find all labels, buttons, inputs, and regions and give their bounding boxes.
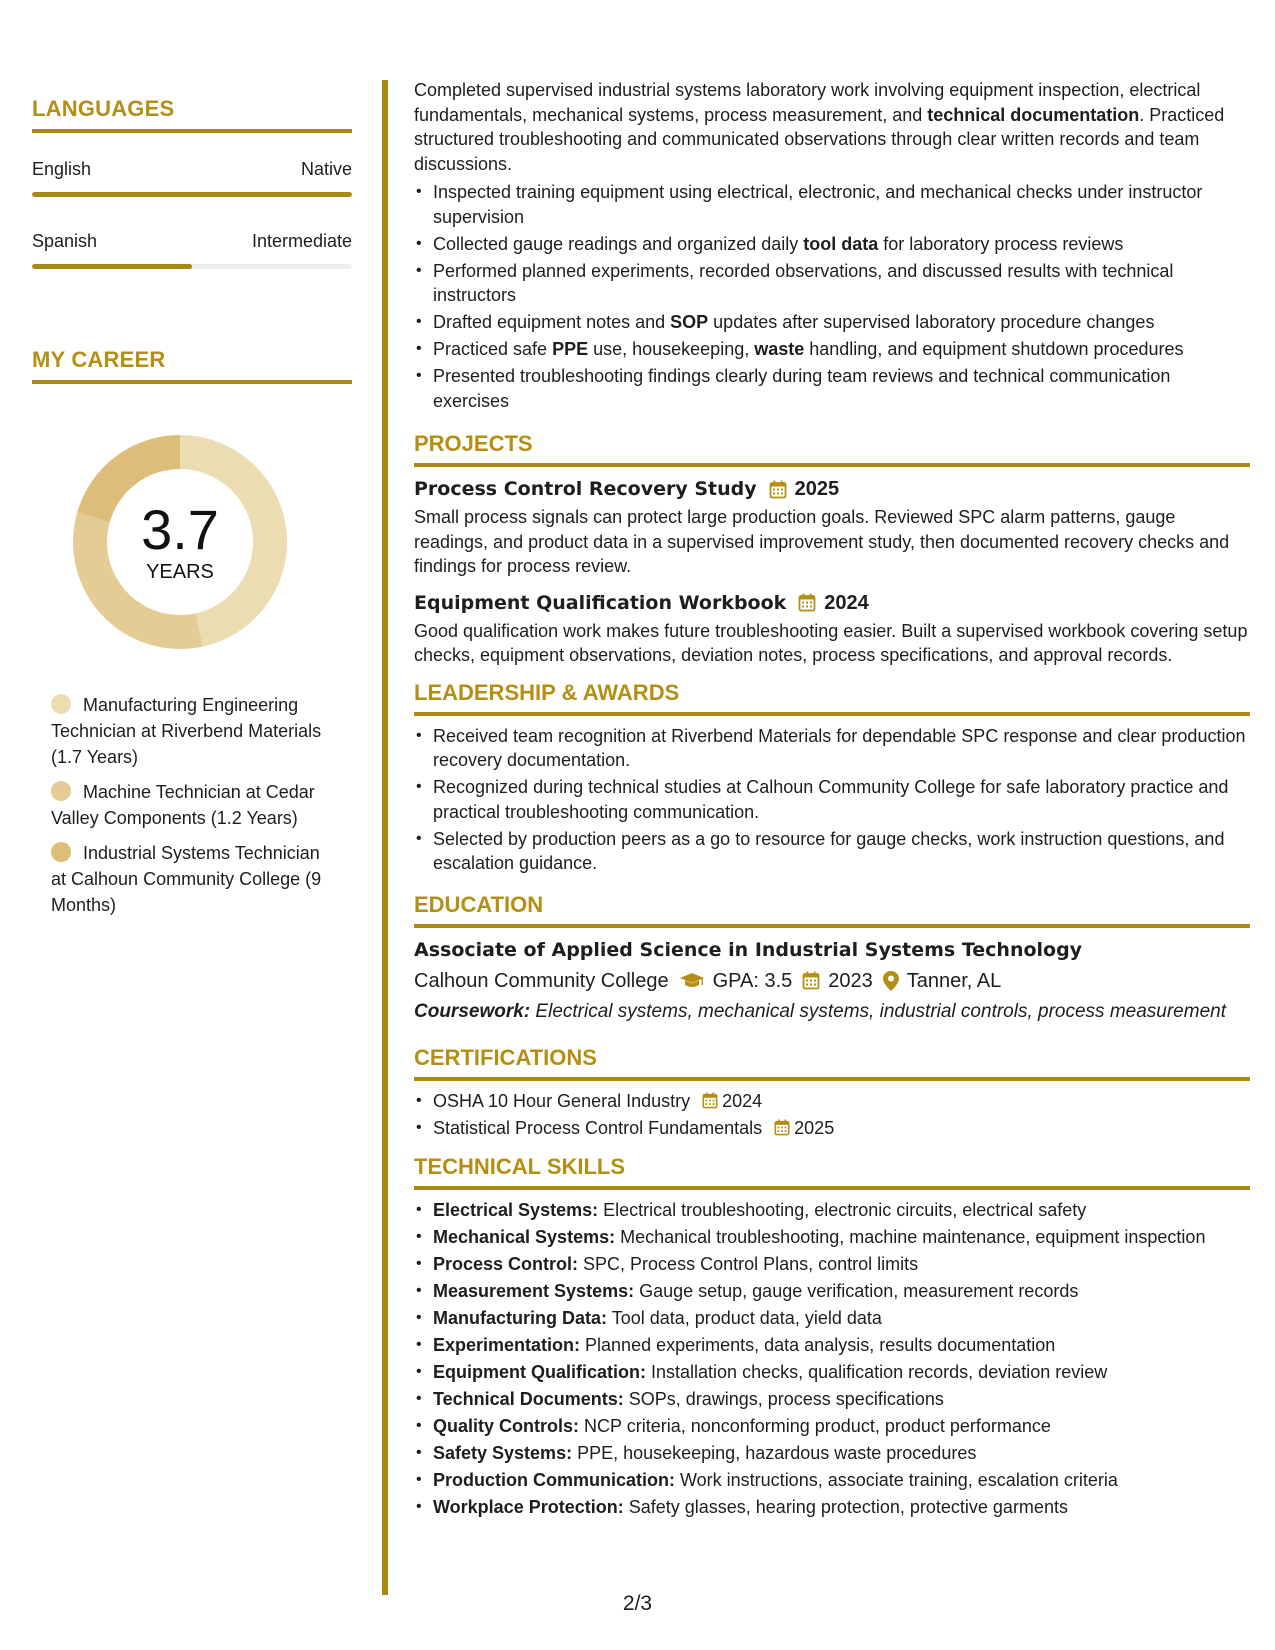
skill-label: Manufacturing Data: [433, 1308, 608, 1328]
list-item [414, 1279, 1250, 1304]
language-bar [32, 192, 352, 197]
skill-value: Gauge setup, gauge verification, measurement records [634, 1281, 1079, 1301]
sidebar [32, 96, 352, 927]
career-heading: MY CAREER [32, 347, 166, 372]
calendar-icon [774, 1119, 790, 1136]
legend-item [51, 692, 332, 770]
bullet-text: Drafted equipment notes and [433, 312, 671, 332]
bullet-text: handling, and equipment shutdown procedures [804, 339, 1184, 359]
intro-text: Completed supervised industrial systems laboratory work involving equipment inspection, electrical fundamentals, mechanical systems, process measurement, and [414, 80, 1201, 125]
bullet-text: Performed planned experiments, recorded observations, and discussed results with technical instructors [433, 260, 1174, 305]
list-item [414, 310, 1250, 335]
coursework [414, 1000, 1250, 1023]
legend-dot [51, 694, 71, 714]
skill-label: Measurement Systems: [433, 1281, 635, 1301]
career-donut-chart [66, 428, 294, 656]
bullet-text: Practiced safe [433, 339, 553, 359]
language-name: Spanish [32, 231, 98, 251]
intro-bullets [414, 180, 1250, 413]
list-item [414, 1252, 1250, 1277]
legend-label: Machine Technician at Cedar Valley Components (1.2 Years) [51, 782, 315, 828]
language-row [32, 159, 352, 180]
skill-label: Workplace Protection: [433, 1497, 624, 1517]
skill-value: Tool data, product data, yield data [607, 1308, 882, 1328]
calendar-icon [702, 1092, 718, 1109]
list-item [414, 259, 1250, 308]
skill-value: Work instructions, associate training, escalation criteria [675, 1470, 1118, 1490]
list-item [414, 1198, 1250, 1223]
graduation-year: 2023 [828, 969, 873, 992]
career-years-unit: YEARS [146, 560, 214, 583]
bullet-text: for laboratory process reviews [878, 233, 1124, 254]
donut-center [66, 428, 294, 656]
coursework-label: Coursework: [414, 1000, 531, 1022]
projects-rule [414, 463, 1250, 467]
skill-label: Process Control: [433, 1254, 579, 1274]
list-item [414, 1468, 1250, 1493]
page-number: 2/3 [622, 1592, 653, 1615]
language-level: Native [300, 159, 352, 179]
project-name: Equipment Qualification Workbook [414, 591, 787, 614]
degree-title: Associate of Applied Science in Industrial Systems Technology [414, 938, 1083, 961]
graduation-cap-icon [679, 972, 705, 990]
legend-item [51, 840, 332, 918]
leadership-list [414, 724, 1250, 876]
location-pin-icon [883, 971, 899, 991]
list-item [414, 1360, 1250, 1385]
bullet-text: updates after supervised laboratory procedure changes [708, 312, 1155, 332]
list-item: • Recognized during technical studies at Calhoun Community College for safe laboratory practice and practical troubleshooting communication. [414, 775, 1250, 824]
skill-label: Production Communication: [433, 1470, 675, 1490]
calendar-icon [802, 971, 820, 990]
project-name: Process Control Recovery Study [414, 478, 757, 500]
skill-label: Equipment Qualification: [433, 1362, 647, 1382]
list-item [414, 337, 1250, 362]
list-item [414, 1387, 1250, 1412]
project-description: Small process signals can protect large production goals. Reviewed SPC alarm patterns, gauge readings, and product data in a supervised improvement study, then documented recovery checks and findings for process review. [414, 507, 1230, 576]
project-year: 2024 [824, 591, 869, 614]
bullet-text: Inspected training equipment using electrical, electronic, and mechanical checks under instructor supervision [433, 182, 1203, 227]
certification-year: 2025 [794, 1117, 835, 1138]
school-location: Tanner, AL [906, 969, 1002, 992]
coursework-text: Electrical systems, mechanical systems, industrial controls, process measurement [530, 1000, 1226, 1022]
list-item [414, 1306, 1250, 1331]
certification-name: • Statistical Process Control Fundamentals [433, 1117, 763, 1138]
skill-value: Safety glasses, hearing protection, protective garments [623, 1497, 1068, 1517]
list-item [414, 1225, 1250, 1250]
career-legend [32, 692, 332, 918]
gpa: GPA: 3.5 [712, 969, 793, 992]
legend-dot [51, 842, 71, 862]
legend-label: Industrial Systems Technician at Calhoun Community College (9 Months) [51, 843, 322, 915]
intro-text: . Practiced structured troubleshooting and communicated observations through clear written records and team discussions. [414, 104, 1225, 174]
list-item [414, 1089, 1250, 1114]
bullet-bold: SOP [670, 312, 709, 332]
leadership-rule [414, 712, 1250, 716]
education-rule [414, 924, 1250, 928]
intro-bold: technical documentation [927, 104, 1140, 125]
certification-name: • OSHA 10 Hour General Industry [433, 1090, 691, 1111]
intro-paragraph [414, 78, 1250, 176]
certification-year: 2024 [722, 1090, 763, 1111]
calendar-icon [769, 480, 787, 499]
calendar-icon [798, 593, 816, 612]
skill-value: NCP criteria, nonconforming product, product performance [579, 1416, 1051, 1436]
language-bar-fill [32, 192, 352, 197]
list-item: • Received team recognition at Riverbend Materials for dependable SPC response and clear production recovery documentation. [414, 724, 1250, 773]
languages-heading: LANGUAGES [32, 96, 175, 121]
legend-dot [51, 781, 71, 801]
certifications-list [414, 1089, 1250, 1141]
certifications-heading: CERTIFICATIONS [414, 1044, 597, 1070]
skills-list [414, 1198, 1250, 1520]
skill-value: SPC, Process Control Plans, control limits [578, 1254, 919, 1274]
list-item: • Selected by production peers as a go to resource for gauge checks, work instruction questions, and escalation guidance. [414, 827, 1250, 876]
project-title [414, 589, 1250, 617]
skill-value: Planned experiments, data analysis, results documentation [580, 1335, 1056, 1355]
list-item [414, 364, 1250, 413]
list-item [414, 232, 1250, 257]
leadership-heading: LEADERSHIP & AWARDS [414, 679, 680, 705]
skill-value: SOPs, drawings, process specifications [623, 1389, 944, 1409]
list-item [414, 1414, 1250, 1439]
project-year: 2025 [794, 478, 840, 500]
list-item [414, 1116, 1250, 1141]
career-rule [32, 380, 352, 384]
skill-label: Technical Documents: [433, 1389, 624, 1409]
skill-label: Mechanical Systems: [433, 1227, 616, 1247]
language-bar [32, 264, 352, 269]
list-item [414, 1441, 1250, 1466]
bullet-bold: PPE [552, 339, 589, 359]
education-details [414, 966, 1250, 996]
language-row [32, 231, 352, 252]
projects-heading: PROJECTS [414, 431, 533, 456]
legend-label: Manufacturing Engineering Technician at Riverbend Materials (1.7 Years) [51, 695, 322, 767]
education-heading: EDUCATION [414, 891, 544, 917]
list-item [414, 1495, 1250, 1520]
skill-value: Installation checks, qualification records, deviation review [646, 1362, 1108, 1382]
project-description: Good qualification work makes future troubleshooting easier. Built a supervised workbook covering setup checks, equipment observations, deviation notes, process specifications, and approval records. [414, 620, 1248, 665]
bullet-bold: tool data [803, 233, 879, 254]
career-total-years: 3.7 [141, 497, 219, 561]
school-name: Calhoun Community College [414, 969, 669, 992]
skill-label: Electrical Systems: [433, 1200, 599, 1220]
legend-item [51, 779, 332, 831]
skill-value: PPE, housekeeping, hazardous waste procedures [572, 1443, 977, 1463]
main-content [414, 78, 1250, 1522]
column-divider [382, 80, 388, 1595]
bullet-bold: waste [754, 339, 805, 359]
bullet-text: Presented troubleshooting findings clearly during team reviews and technical communication exercises [433, 366, 1171, 411]
language-name: English [32, 159, 92, 179]
skill-value: Mechanical troubleshooting, machine maintenance, equipment inspection [615, 1227, 1206, 1247]
language-level: Intermediate [251, 231, 352, 251]
bullet-text: use, housekeeping, [588, 339, 755, 359]
project-title [414, 475, 1250, 503]
skill-label: Experimentation: [433, 1335, 581, 1355]
skill-label: Safety Systems: [433, 1443, 573, 1463]
skill-label: Quality Controls: [433, 1416, 580, 1436]
bullet-text: Collected gauge readings and organized daily [433, 233, 804, 254]
language-bar-fill [32, 264, 192, 269]
certifications-rule [414, 1077, 1250, 1081]
skill-value: Electrical troubleshooting, electronic circuits, electrical safety [598, 1200, 1087, 1220]
list-item [414, 1333, 1250, 1358]
skills-rule [414, 1186, 1250, 1190]
skills-heading: TECHNICAL SKILLS [414, 1154, 626, 1179]
list-item [414, 180, 1250, 229]
languages-rule [32, 129, 352, 133]
